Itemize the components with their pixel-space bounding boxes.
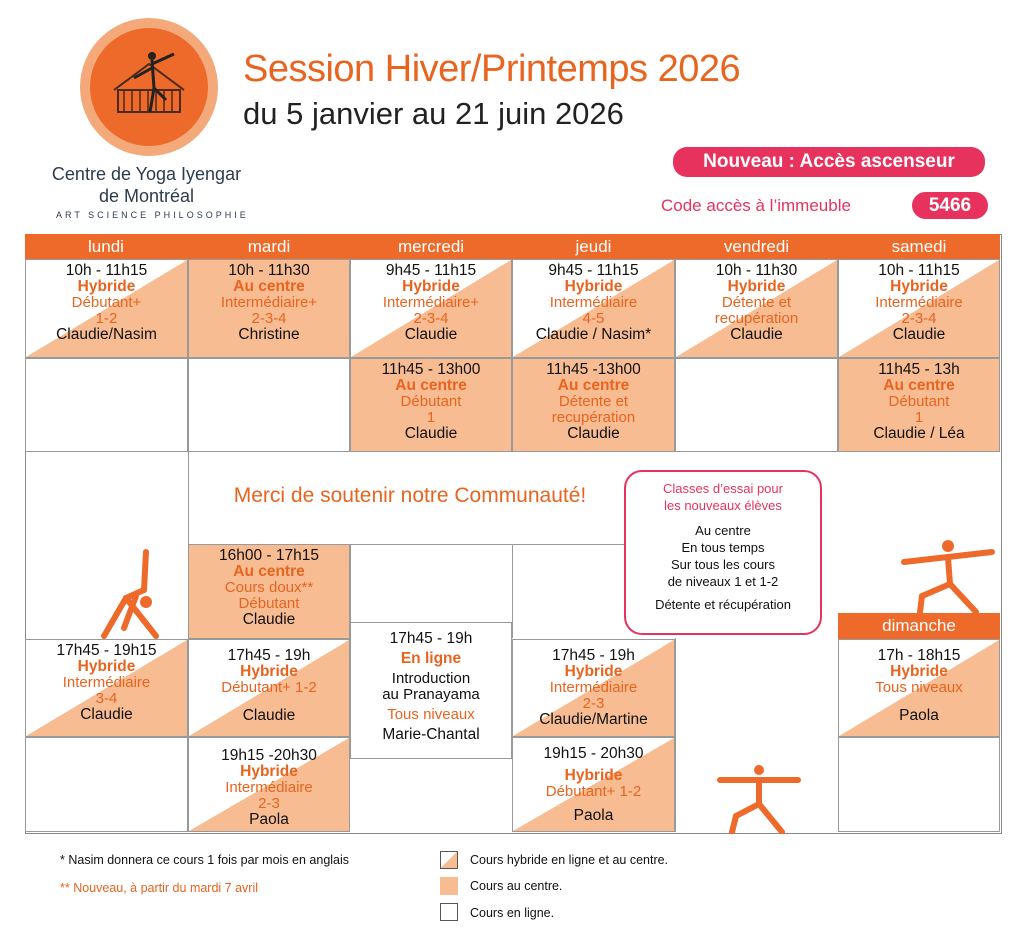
legend-hybrid-swatch [440,851,458,869]
class-mardi-19h15: 19h15 -20h30 Hybride Intermédiaire 2-3 Paola [188,737,350,832]
class-samedi-10h: 10h - 11h15 Hybride Intermédiaire 2-3-4 Claudie [838,259,1000,358]
class-mardi-10h: 10h - 11h30 Au centre Intermédiaire+ 2-3-4 Christine [188,259,350,358]
center-tagline: ART SCIENCE PHILOSOPHIE [56,210,249,220]
class-mercredi-17h45: 17h45 - 19h En ligne Introduction au Pranayama Tous niveaux Marie-Chantal [350,622,512,759]
yoga-logo-icon [90,28,208,146]
class-mardi-16h: 16h00 - 17h15 Au centre Cours doux** Débutant Claudie [188,544,350,639]
session-dates: du 5 janvier au 21 juin 2026 [243,96,624,131]
day-header-lundi: lundi [88,237,124,256]
class-vendredi-10h: 10h - 11h30 Hybride Détente et recupération Claudie [675,259,838,358]
empty-cell [25,737,188,832]
day-header-vendredi: vendredi [723,237,790,256]
class-jeudi-11h45: 11h45 -13h00 Au centre Détente et recupération Claudie [512,358,675,452]
trial-classes-box: Classes d’essai pour les nouveaux élèves Au centre En tous temps Sur tous les cours de niveaux 1 et 1-2 Détente et récupération [624,470,822,635]
day-header-mercredi: mercredi [397,237,465,256]
page-title: Session Hiver/Printemps 2026 [243,48,741,90]
class-lundi-10h: 10h - 11h15 Hybride Débutant+ 1-2 Claudie/Nasim [25,259,188,358]
class-mercredi-11h45: 11h45 - 13h00 Au centre Débutant 1 Claudie [350,358,512,452]
yoga-warrior-pose-icon [900,538,996,614]
footnote-new: ** Nouveau, à partir du mardi 7 avril [60,881,259,895]
legend-online-swatch [440,903,458,921]
footnote-nasim: * Nasim donnera ce cours 1 fois par mois en anglais [60,853,350,867]
class-mercredi-9h45: 9h45 - 11h15 Hybride Intermédiaire+ 2-3-4 Claudie [350,259,512,358]
empty-cell [188,358,350,452]
class-lundi-17h45: 17h45 - 19h15 Hybride Intermédiaire 3-4 Claudie [25,639,188,737]
empty-cell [25,358,188,452]
access-code-badge: 5466 [912,192,988,219]
class-samedi-11h45: 11h45 - 13h Au centre Débutant 1 Claudie / Léa [838,358,1000,452]
class-jeudi-9h45: 9h45 - 11h15 Hybride Intermédiaire 4-5 Claudie / Nasim* [512,259,675,358]
legend-hybrid-label: Cours hybride en ligne et au centre. [470,853,669,867]
day-header-samedi: samedi [891,237,947,256]
logo [80,18,218,156]
day-header-mardi: mardi [247,237,291,256]
legend-center-swatch [440,877,458,895]
empty-cell [838,737,1000,832]
legend-center-label: Cours au centre. [470,879,563,893]
class-jeudi-17h45: 17h45 - 19h Hybride Intermédiaire 2-3 Claudie/Martine [512,639,675,737]
new-elevator-badge: Nouveau : Accès ascenseur [673,147,985,177]
day-header-jeudi: jeudi [575,237,612,256]
class-jeudi-19h15: 19h15 - 20h30 Hybride Débutant+ 1-2 Paola [512,737,675,832]
legend-online-label: Cours en ligne. [470,906,555,920]
center-name: Centre de Yoga Iyengar de Montréal [51,164,242,206]
yoga-triangle-pose-icon [96,548,166,640]
access-code-label: Code accès à l’immeuble [661,196,851,215]
merci-message: Merci de soutenir notre Communauté! [233,484,587,507]
yoga-warrior2-pose-icon [716,764,802,834]
class-mardi-17h45: 17h45 - 19h Hybride Débutant+ 1-2 Claudie [188,639,350,737]
day-header-dimanche: dimanche [838,613,1000,639]
empty-cell [675,358,838,452]
class-dimanche-17h: 17h - 18h15 Hybride Tous niveaux Paola [838,639,1000,737]
